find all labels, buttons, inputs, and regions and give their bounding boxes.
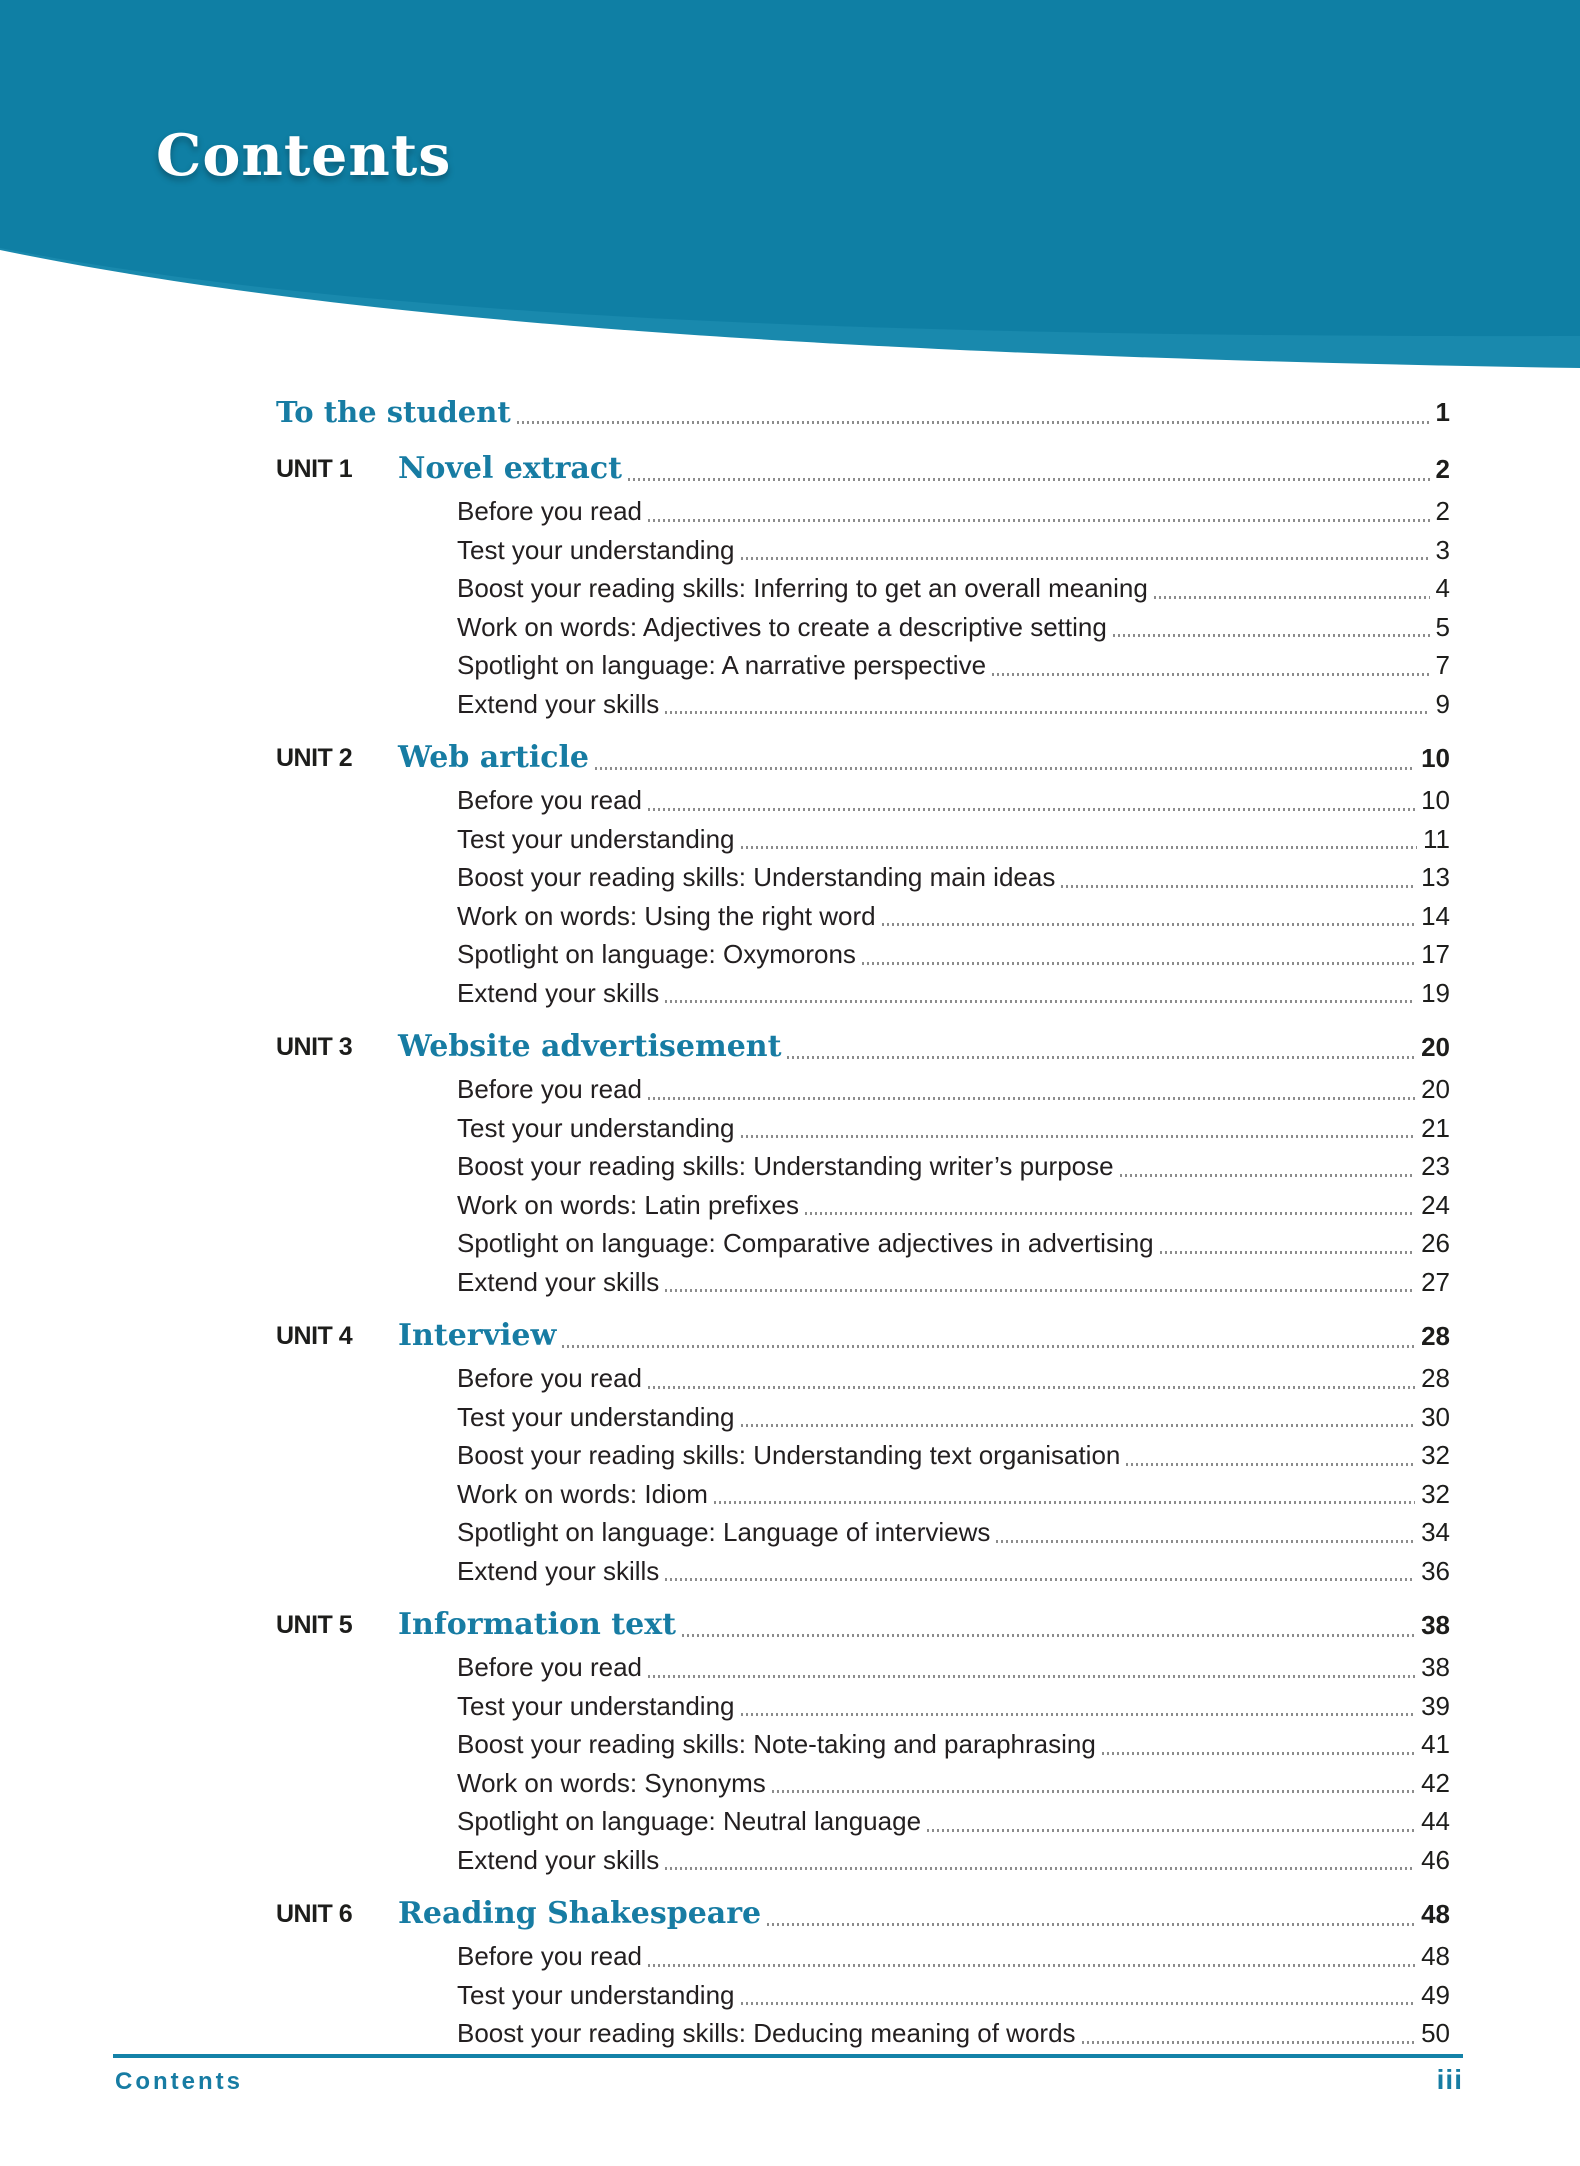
page-number: 14 xyxy=(1421,900,1450,931)
page-number: 44 xyxy=(1421,1806,1450,1836)
toc-entry-row xyxy=(276,1109,1450,1148)
toc-unit-row xyxy=(276,1024,1450,1070)
toc-entry-label: Work on words: Idiom xyxy=(457,1478,708,1509)
toc-entry-label: Extend your skills xyxy=(457,1555,660,1586)
page-number: 28 xyxy=(1421,1363,1450,1393)
page-number: 13 xyxy=(1421,862,1450,892)
toc-entry-row xyxy=(276,646,1450,685)
dot-leader xyxy=(648,1386,1415,1389)
page-number: 19 xyxy=(1421,977,1450,1008)
toc-entry-label: Boost your reading skills: Understanding text organisation xyxy=(457,1440,1121,1470)
dot-leader xyxy=(882,923,1416,926)
toc-entry-label: Before you read xyxy=(457,1652,643,1682)
page-number: 48 xyxy=(1421,1899,1450,1929)
dot-leader xyxy=(1113,634,1430,637)
dot-leader xyxy=(648,808,1415,811)
toc-entry-row xyxy=(276,820,1450,859)
unit-number-label: UNIT 2 xyxy=(276,744,353,772)
toc-entry-row xyxy=(276,492,1450,531)
unit-title: Interview xyxy=(398,1318,557,1353)
unit-title: Website advertisement xyxy=(398,1029,782,1064)
unit-title: Reading Shakespeare xyxy=(398,1896,762,1931)
dot-leader xyxy=(741,2002,1416,2005)
dot-leader xyxy=(628,478,1430,481)
page-number: 48 xyxy=(1421,1941,1450,1971)
dot-leader xyxy=(1082,2041,1416,2044)
toc-unit-row xyxy=(276,1602,1450,1648)
page-number: 27 xyxy=(1421,1266,1450,1297)
toc-entry-row xyxy=(276,1147,1450,1186)
page-number: 17 xyxy=(1421,939,1450,969)
dot-leader xyxy=(741,1713,1416,1716)
page-number: 24 xyxy=(1421,1189,1450,1220)
toc-entry-row xyxy=(276,2014,1450,2053)
toc-entry-label: Spotlight on language: Oxymorons xyxy=(457,939,856,969)
toc-entry-row xyxy=(276,897,1450,936)
toc-entry-row xyxy=(276,1513,1450,1552)
dot-leader xyxy=(648,1964,1415,1967)
page-number: 36 xyxy=(1421,1555,1450,1586)
toc xyxy=(276,390,1450,2053)
toc-entry-label: Test your understanding xyxy=(457,1690,735,1721)
toc-entry-row xyxy=(276,974,1450,1013)
toc-entry-row xyxy=(276,1687,1450,1726)
dot-leader xyxy=(927,1829,1415,1832)
dot-leader xyxy=(665,1000,1415,1003)
page-number: 11 xyxy=(1423,823,1450,854)
toc-entry-label: Extend your skills xyxy=(457,1266,660,1297)
page-number: 10 xyxy=(1421,785,1450,815)
toc-entry-label: To the student xyxy=(276,395,511,429)
toc-entry-row xyxy=(276,1802,1450,1841)
dot-leader xyxy=(665,1289,1415,1292)
page-number: 28 xyxy=(1421,1321,1450,1351)
dot-leader xyxy=(741,1424,1416,1427)
toc-entry-label: Spotlight on language: Neutral language xyxy=(457,1806,922,1836)
footer-rule xyxy=(113,2054,1463,2058)
toc-entry-label: Work on words: Latin prefixes xyxy=(457,1189,799,1220)
toc-unit-row xyxy=(276,735,1450,781)
toc-entry-label: Test your understanding xyxy=(457,1979,735,2010)
page-number: 20 xyxy=(1421,1074,1450,1104)
page-number: 23 xyxy=(1421,1151,1450,1181)
unit-title: Novel extract xyxy=(398,451,622,486)
dot-leader xyxy=(648,1675,1415,1678)
toc-entry-label: Spotlight on language: Comparative adjectives in advertising xyxy=(457,1228,1154,1258)
dot-leader xyxy=(741,1135,1416,1138)
page-number: 7 xyxy=(1435,650,1450,680)
toc-entry-row xyxy=(276,1436,1450,1475)
toc-entry-row xyxy=(276,1070,1450,1109)
unit-number-label: UNIT 1 xyxy=(276,455,353,483)
footer-section-label: Contents xyxy=(115,2068,243,2095)
page-number: 42 xyxy=(1421,1767,1450,1798)
toc-entry-label: Boost your reading skills: Inferring to get an overall meaning xyxy=(457,573,1148,603)
dot-leader xyxy=(741,846,1417,849)
page-number: 3 xyxy=(1435,534,1450,565)
toc-entry-row xyxy=(276,1552,1450,1591)
toc-unit-row xyxy=(276,446,1450,492)
page-number: 46 xyxy=(1421,1844,1450,1875)
toc-entry-row xyxy=(276,1224,1450,1263)
toc-entry-label: Before you read xyxy=(457,785,643,815)
toc-entry-label: Work on words: Adjectives to create a descriptive setting xyxy=(457,611,1107,642)
toc-entry-label: Work on words: Using the right word xyxy=(457,900,876,931)
toc-entry-row xyxy=(276,1648,1450,1687)
page-number: 2 xyxy=(1435,496,1450,526)
dot-leader xyxy=(992,673,1430,676)
toc-entry-row xyxy=(276,1764,1450,1803)
dot-leader xyxy=(665,1867,1415,1870)
unit-title: Web article xyxy=(398,740,590,775)
header-banner xyxy=(0,0,1580,380)
toc-entry-row xyxy=(276,1359,1450,1398)
dot-leader xyxy=(862,962,1415,965)
toc-entry-row xyxy=(276,1186,1450,1225)
page-number: 20 xyxy=(1421,1032,1450,1062)
toc-entry-label: Before you read xyxy=(457,496,643,526)
toc-entry-label: Spotlight on language: Language of interviews xyxy=(457,1517,991,1547)
dot-leader xyxy=(787,1056,1415,1059)
dot-leader xyxy=(1126,1463,1415,1466)
toc-entry-row xyxy=(276,1976,1450,2015)
unit-number-label: UNIT 6 xyxy=(276,1900,353,1928)
page-number: 21 xyxy=(1421,1112,1450,1143)
toc-entry-label: Before you read xyxy=(457,1074,643,1104)
page-number: 41 xyxy=(1421,1729,1450,1759)
page-number: 32 xyxy=(1421,1440,1450,1470)
toc-entry-label: Extend your skills xyxy=(457,977,660,1008)
toc-entry-row xyxy=(276,1841,1450,1880)
toc-entry-label: Before you read xyxy=(457,1363,643,1393)
page-title: Contents xyxy=(156,122,452,189)
page-number: 34 xyxy=(1421,1517,1450,1547)
toc-entry-row xyxy=(276,1725,1450,1764)
toc-entry-row xyxy=(276,781,1450,820)
toc-entry-row xyxy=(276,531,1450,570)
page-number: 9 xyxy=(1435,688,1450,719)
toc-entry-label: Spotlight on language: A narrative perspective xyxy=(457,650,987,680)
page-number: 39 xyxy=(1421,1690,1450,1721)
page-number: 50 xyxy=(1421,2018,1450,2048)
footer-page-number: iii xyxy=(1436,2064,1463,2095)
dot-leader xyxy=(1120,1174,1415,1177)
toc-entry-label: Work on words: Synonyms xyxy=(457,1767,766,1798)
toc-entry-label: Before you read xyxy=(457,1941,643,1971)
toc-entry-label: Boost your reading skills: Understanding writer’s purpose xyxy=(457,1151,1114,1181)
dot-leader xyxy=(517,421,1430,424)
page-number: 5 xyxy=(1435,611,1450,642)
toc-entry-label: Boost your reading skills: Understanding main ideas xyxy=(457,862,1056,892)
dot-leader xyxy=(741,557,1430,560)
dot-leader xyxy=(805,1212,1415,1215)
dot-leader xyxy=(767,1923,1415,1926)
toc-entry-label: Test your understanding xyxy=(457,1401,735,1432)
page-number: 30 xyxy=(1421,1401,1450,1432)
toc-entry-row xyxy=(276,935,1450,974)
page-number: 2 xyxy=(1435,454,1450,484)
toc-entry-row xyxy=(276,1263,1450,1302)
toc-entry-row xyxy=(276,1398,1450,1437)
page-number: 38 xyxy=(1421,1652,1450,1682)
toc-entry-label: Test your understanding xyxy=(457,823,735,854)
toc-entry-row xyxy=(276,1937,1450,1976)
page-number: 26 xyxy=(1421,1228,1450,1258)
page-number: 10 xyxy=(1421,743,1450,773)
dot-leader xyxy=(1154,596,1430,599)
dot-leader xyxy=(665,711,1429,714)
dot-leader xyxy=(562,1345,1415,1348)
dot-leader xyxy=(682,1634,1415,1637)
dot-leader xyxy=(1061,885,1415,888)
toc-unit-row xyxy=(276,1891,1450,1937)
page-number: 1 xyxy=(1435,397,1450,427)
unit-number-label: UNIT 5 xyxy=(276,1611,353,1639)
toc-entry-row xyxy=(276,685,1450,724)
toc-entry-label: Boost your reading skills: Note-taking and paraphrasing xyxy=(457,1729,1096,1759)
page-number: 49 xyxy=(1421,1979,1450,2010)
dot-leader xyxy=(772,1790,1415,1793)
dot-leader xyxy=(648,1097,1415,1100)
dot-leader xyxy=(714,1501,1415,1504)
toc-entry-label: Test your understanding xyxy=(457,534,735,565)
toc-entry-row xyxy=(276,1475,1450,1514)
dot-leader xyxy=(648,519,1430,522)
toc-entry-label: Test your understanding xyxy=(457,1112,735,1143)
toc-entry-label: Boost your reading skills: Deducing meaning of words xyxy=(457,2018,1076,2048)
dot-leader xyxy=(996,1540,1415,1543)
dot-leader xyxy=(1102,1752,1415,1755)
unit-title: Information text xyxy=(398,1607,676,1642)
dot-leader xyxy=(665,1578,1415,1581)
unit-number-label: UNIT 4 xyxy=(276,1322,353,1350)
dot-leader xyxy=(595,767,1415,770)
toc-entry-row xyxy=(276,569,1450,608)
page-number: 4 xyxy=(1435,573,1450,603)
toc-entry-label: Extend your skills xyxy=(457,1844,660,1875)
toc-entry-row xyxy=(276,608,1450,647)
toc-entry-row xyxy=(276,858,1450,897)
page-number: 38 xyxy=(1421,1610,1450,1640)
page-number: 32 xyxy=(1421,1478,1450,1509)
banner-curve-graphic xyxy=(0,0,1580,380)
toc-front-matter-row xyxy=(276,390,1450,434)
dot-leader xyxy=(1160,1251,1415,1254)
unit-number-label: UNIT 3 xyxy=(276,1033,353,1061)
toc-entry-label: Extend your skills xyxy=(457,688,660,719)
toc-unit-row xyxy=(276,1313,1450,1359)
